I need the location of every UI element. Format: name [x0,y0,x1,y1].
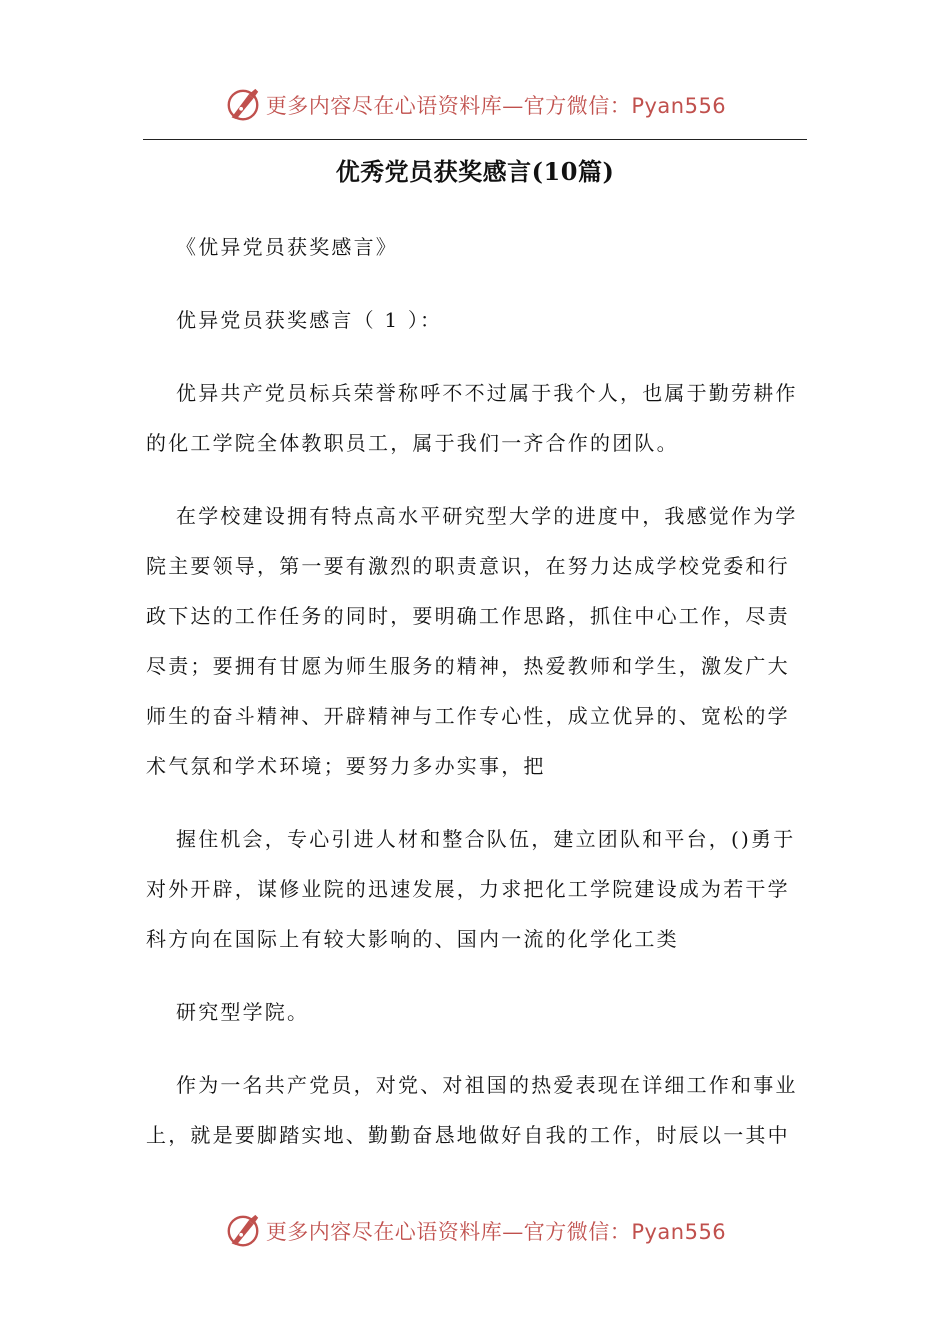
paragraph: 优异共产党员标兵荣誉称呼不不过属于我个人，也属于勤劳耕作的化工学院全体教职员工，属于我们一齐合作的团队。 [146,381,798,455]
document-title: 优秀党员获奖感言(10篇) [335,157,615,186]
banner-text: 更多内容尽在心语资料库—官方微信：Pyan556 [265,94,727,118]
banner-text: 更多内容尽在心语资料库—官方微信：Pyan556 [265,1220,727,1244]
pen-nib-logo-icon [224,86,262,124]
paragraph: 《优异党员获奖感言》 [176,235,398,259]
paragraph: 在学校建设拥有特点高水平研究型大学的进度中，我感觉作为学院主要领导，第一要有激烈的职责意识，在努力达成学校党委和行政下达的工作任务的同时，要明确工作思路，抓住中心工作，尽责尽责；要拥有甘愿为师生服务的精神，热爱教师和学生，激发广大师生的奋斗精神、开辟精神与工作专心性，成立优异的、宽松的学术气氛和学术环境；要努力多办实事，把 [146,504,798,778]
wechat-id: Pyan556 [631,94,727,118]
footer-banner [0,1206,950,1256]
header-divider [143,139,807,140]
paragraph: 研究型学院。 [176,1000,310,1024]
document-body [146,222,808,1183]
pen-nib-logo-icon [224,1212,262,1250]
paragraph: 优异党员获奖感言（ 1 ）： [176,308,443,332]
paragraph: 作为一名共产党员，对党、对祖国的热爱表现在详细工作和事业上，就是要脚踏实地、勤勤奋恳地做好自我的工作，时辰以一其中 [146,1073,798,1147]
paragraph: 握住机会，专心引进人材和整合队伍，建立团队和平台，()勇于对外开辟，谋修业院的迅速发展，力求把化工学院建设成为若干学科方向在国际上有较大影响的、国内一流的化学化工类 [146,827,796,951]
header-banner [0,80,950,130]
wechat-id: Pyan556 [631,1220,727,1244]
